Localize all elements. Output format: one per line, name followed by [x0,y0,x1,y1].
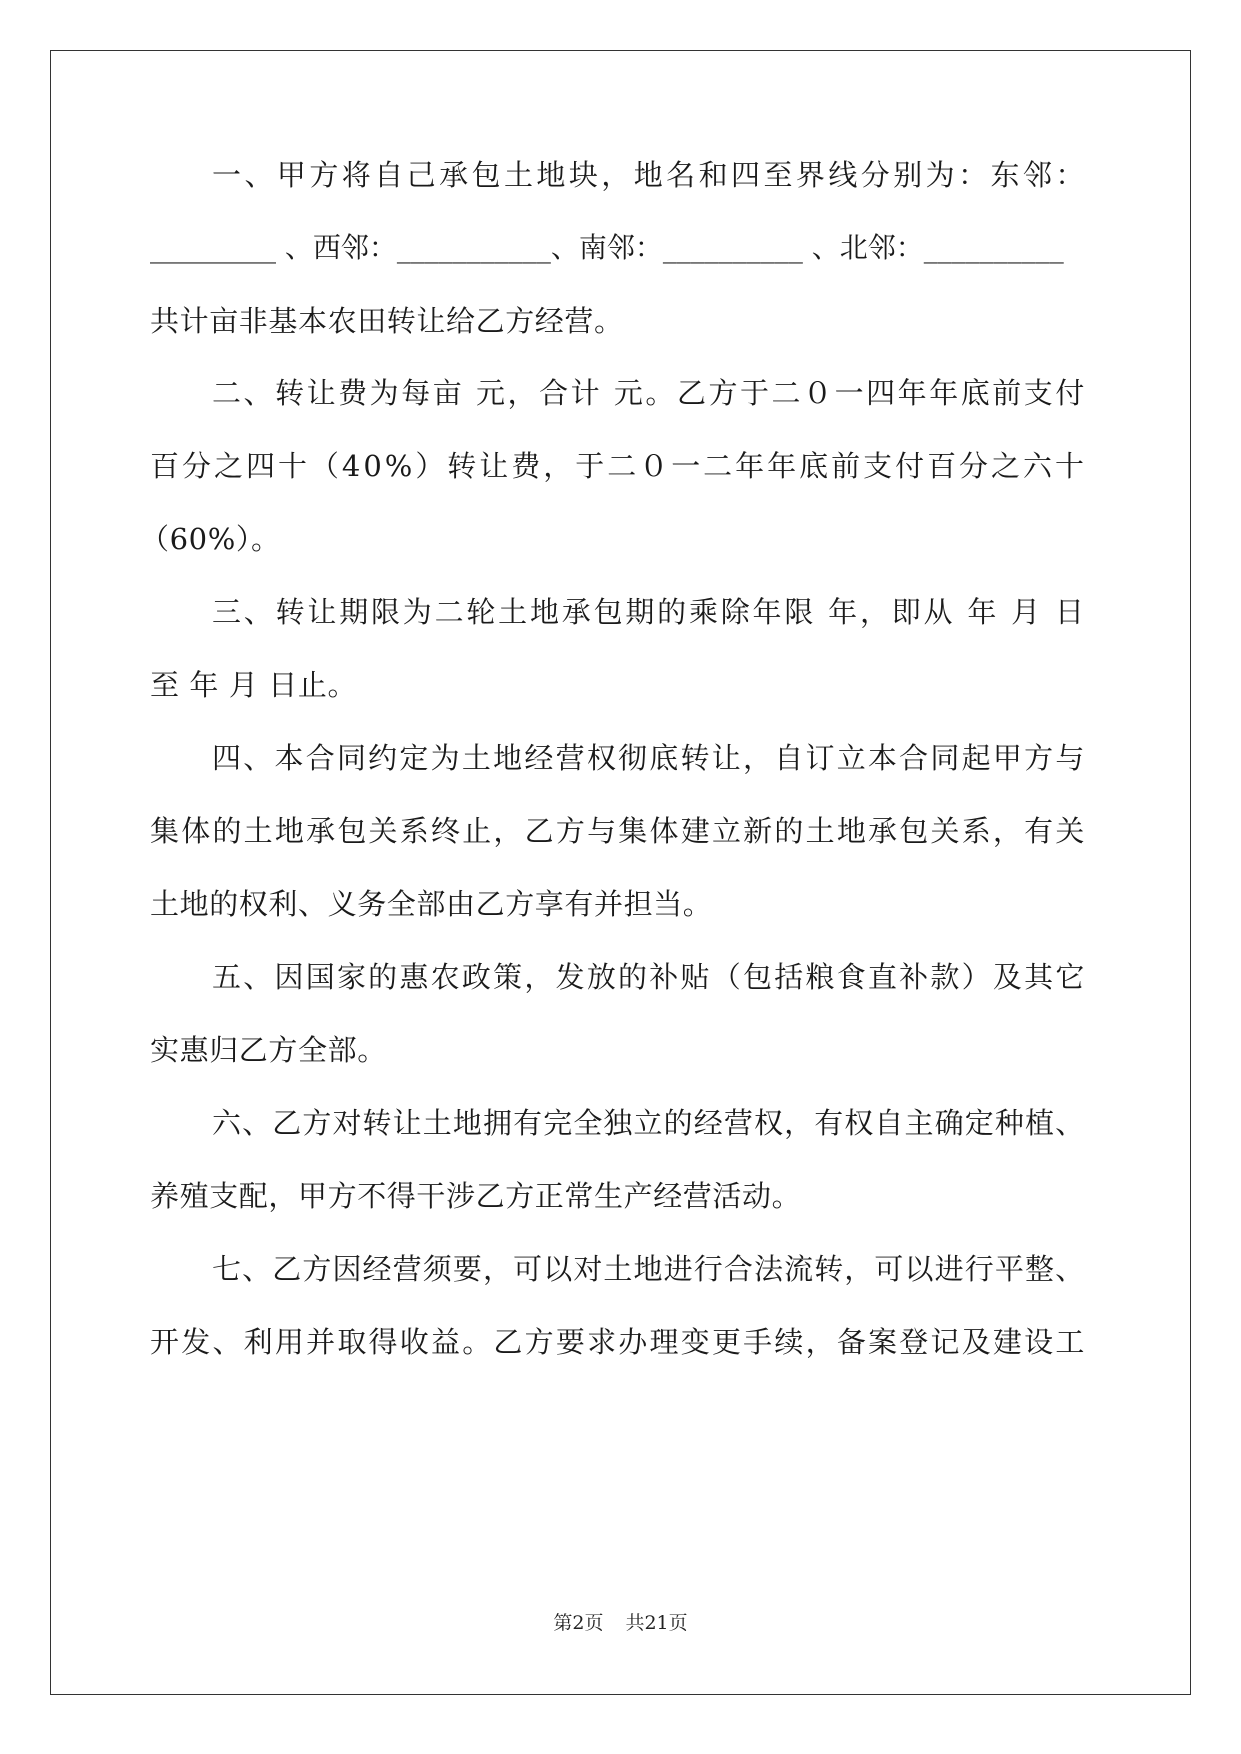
page-number-total: 共21页 [625,1612,688,1634]
paragraph-5-line-2: 实惠归乙方全部。 [150,1033,387,1067]
paragraph-4-line-1: 四 、 本 合 同 约 定 为 土 地 经 营 权 彻 底 转 让 ， 自 订 立 本 合 同 起 甲 方 与 [212,741,1085,775]
paragraph-2-line-1: 二 、 转 让 费 为 每 亩 元 ， 合 计 元 。 乙 方 于 二 ０ 一 四 年 年 底 前 支 付 [212,376,1085,410]
paragraph-7-line-1: 七 、 乙 方 因 经 营 须 要 ， 可 以 对 土 地 进 行 合 法 流 转 ， 可 以 进 行 平 整 、 [212,1252,1085,1286]
paragraph-1-line-1: 一 、 甲 方 将 自 己 承 包 土 地 块 ， 地 名 和 四 至 界 线 分 别 为 ： 东 邻 ： [212,158,1085,192]
page-footer [0,1611,1241,1635]
paragraph-3-line-1: 三 、 转 让 期 限 为 二 轮 土 地 承 包 期 的 乘 除 年 限 年 ， 即 从 年 月 日 [212,595,1085,629]
paragraph-2-line-2: 百 分 之 四 十 （ 4 0 % ） 转 让 费 ， 于 二 ０ 一 二 年 年 底 前 支 付 百 分 之 六 十 [150,449,1085,483]
paragraph-1-line-2: _________ 、西邻：___________、南邻：__________ 、北邻：__________ [150,231,1064,264]
page-border [50,50,1191,1695]
paragraph-4-line-3: 土地的权利、义务全部由乙方享有并担当。 [150,887,713,921]
paragraph-2-line-3: （60%）。 [140,522,281,556]
page-number-current: 第2页 [553,1612,604,1634]
paragraph-6-line-2: 养殖支配，甲方不得干涉乙方正常生产经营活动。 [150,1179,802,1213]
paragraph-4-line-2: 集 体 的 土 地 承 包 关 系 终 止 ， 乙 方 与 集 体 建 立 新 的 土 地 承 包 关 系 ， 有 关 [150,814,1085,848]
paragraph-7-line-2: 开 发 、 利 用 并 取 得 收 益 。 乙 方 要 求 办 理 变 更 手 续 ， 备 案 登 记 及 建 设 工 [150,1325,1085,1359]
paragraph-1-line-3: 共计亩非基本农田转让给乙方经营。 [150,304,624,338]
paragraph-5-line-1: 五 、 因 国 家 的 惠 农 政 策 ， 发 放 的 补 贴 （ 包 括 粮 食 直 补 款 ） 及 其 它 [212,960,1085,994]
paragraph-6-line-1: 六 、 乙 方 对 转 让 土 地 拥 有 完 全 独 立 的 经 营 权 ， 有 权 自 主 确 定 种 植 、 [212,1106,1085,1140]
paragraph-3-line-2: 至 年 月 日止。 [150,668,358,702]
